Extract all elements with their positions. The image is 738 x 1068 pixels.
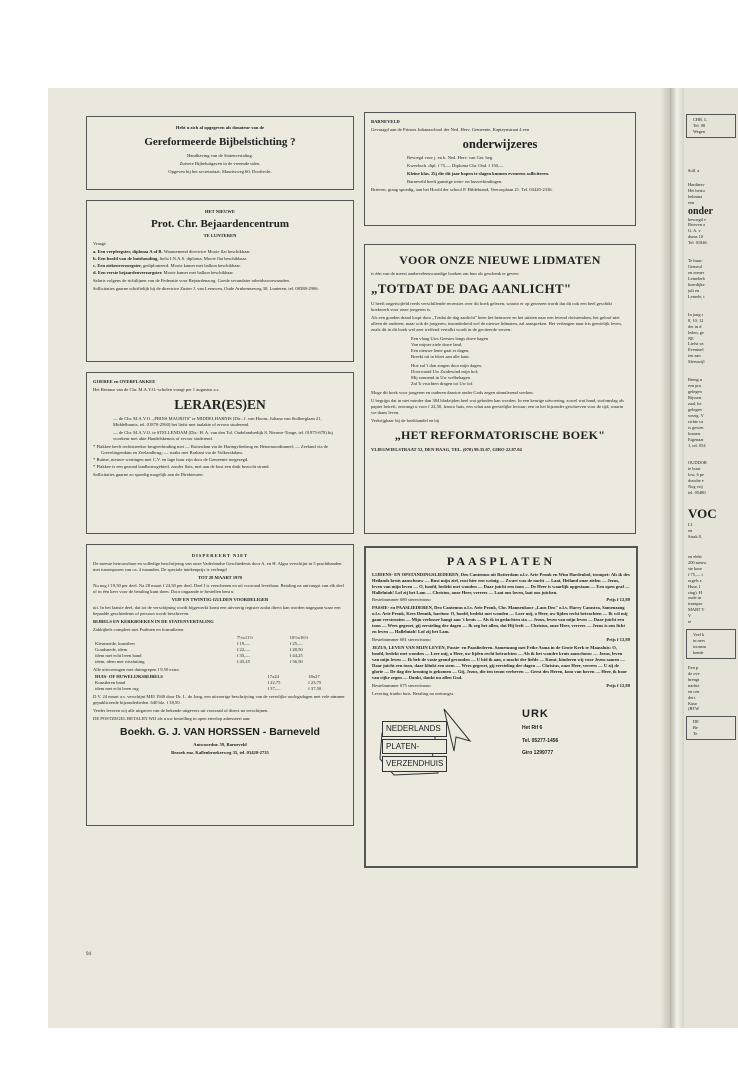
right-text-line: bevoegd v xyxy=(688,216,707,222)
ad-kicker: BARNEVELD xyxy=(371,119,400,124)
right-text-line: kende xyxy=(693,649,704,655)
shop-phone: Tel. 05277-1456 xyxy=(522,737,559,744)
vacancy-detail: gediplomeerd. Mooie kamer met balkon beschikbaar. xyxy=(141,263,241,269)
price-value: f 22,75 xyxy=(267,680,281,686)
price-item: Kleursnede, kunstleer xyxy=(95,640,136,646)
col-header: 17x24 xyxy=(267,674,279,680)
right-text-line: Sisak 8, xyxy=(688,533,702,539)
ad-goeree-overflakkee xyxy=(86,372,354,534)
ad-line: Kweeksch. dipl. f 75,— Diploma Chr. Ond. f 150,— xyxy=(407,163,504,169)
publisher-name: „HET REFORMATORISCHE BOEK" xyxy=(394,427,606,442)
price-item: Goudsnede, idem xyxy=(95,646,128,652)
right-text-line: de ove xyxy=(688,670,700,676)
right-text-line: OUDDOR xyxy=(688,460,707,466)
record-description: JEZUS, LEVEN VAN MIJN LEVEN, Passie- en Paasliederen. Samenzang met Feike Asma in de Grote Kerk te Maassluis: O, hoofd, bedekt met wonden — Leer mij, o Heer, uw lijden recht betrachten — Als ik het wondre kruis aanschouw — Jezus, leven van mijn leven — Ik heb de vaste grond gevonden — U bid ik aan, o macht der liefde — Komt, kinderen wij voor Jezus samen — Daar juicht een toon, daar klinkt een stem — Wees gegroet, gij eersteling der dagen — Christus, onze Heer, verrees — U zij de glorie — De dag der kroning is gekomen — Gij, Jezus, die ten troon verheven — Geest des Heren, kom van boven — Heer, ik hoor van rijke zegen — Dankt, dankt nu allen God. xyxy=(372,645,627,681)
logo-text: NEDERLANDS xyxy=(382,721,447,737)
ad-line: Kleine klas. Zij die dit jaar hopen te slagen kunnen eveneens solliciteren. xyxy=(407,171,550,177)
ad-title: Prot. Chr. Bejaardencentrum xyxy=(150,217,290,230)
city-name: URK xyxy=(522,708,549,720)
right-ad-12 xyxy=(684,665,738,713)
right-text-line: Veel k xyxy=(693,632,705,638)
verse-line: Een vlaag Uws Geestes langs dorre hagen xyxy=(411,336,489,342)
shop-name: Boekh. G. J. VAN HORSSEN - Barneveld xyxy=(120,726,320,739)
logo-text: PLATEN- xyxy=(382,739,447,755)
price-row xyxy=(93,659,347,665)
right-text-line: te huur xyxy=(688,466,701,472)
right-text-line: gelegen xyxy=(688,389,702,395)
right-text-line: deri. xyxy=(688,694,696,700)
price-value: f 25,— xyxy=(289,640,303,646)
right-text-line: Eigenaar xyxy=(688,436,704,442)
right-text-line: 200 nieuw xyxy=(688,559,707,565)
vacancy-role: Een hoofd van de huishouding, xyxy=(97,256,159,262)
ad-text: Verder leveren wij alle uitgaven van de bekende uitgevers uit voorraad of direct na verschijnen. xyxy=(93,708,269,714)
shop-address: Het Rif 6 xyxy=(522,725,543,732)
price-value: f 19,— xyxy=(236,640,250,646)
school-text: — de Chr. M.A.V.O. te STELLENDAM (Dir.: H. A. van den Tol, Oudelandsedijk 8, Nieuwe-Tonge, tel. 01875-678) bij voorkeur met akte Handelskennis of ervoor studerend. xyxy=(113,430,333,442)
price-item: idem met echt leren band xyxy=(95,652,142,658)
price-row xyxy=(93,686,347,692)
right-text-line: een xyxy=(688,199,695,205)
ad-bejaardencentrum xyxy=(86,200,354,362)
verse xyxy=(371,336,629,360)
right-text-line: CHR. L xyxy=(693,117,707,122)
vacancy-item xyxy=(93,263,347,269)
right-heading-voc: VOC xyxy=(688,506,717,522)
verse-line: Van mijner ziele dorre land, xyxy=(411,342,463,348)
price-value: f 37,50 xyxy=(308,686,322,692)
vacancy-item xyxy=(93,270,347,276)
ad-kicker: DISPEREERT NIET xyxy=(191,553,249,558)
vacancy-role: Een eerste bejaardenverzorgster. xyxy=(97,270,163,276)
record-number: Bestelnummer 680 stereo/mono xyxy=(372,597,431,603)
right-text-line: Brieven a xyxy=(688,222,705,228)
ad-barneveld xyxy=(364,112,636,226)
ad-text: Moge dit boek voor jongeren en ouderen daartoe onder Gods zegen stimulerend werken. xyxy=(371,390,534,396)
right-ad-6 xyxy=(684,312,738,365)
right-text-line: Lemele, t xyxy=(688,293,705,299)
right-text-line: richte ca xyxy=(688,418,703,424)
right-text-line: dums 10 xyxy=(688,234,704,240)
ad-intro: Het Bestuur van de Chr. M.A.V.O.-scholen vraagt per 1 augustus a.s. xyxy=(93,386,220,392)
ad-line: Barneveld heeft gunstige trein- en busverbindingen. xyxy=(407,179,503,185)
ad-title: PAASPLATEN xyxy=(446,554,556,568)
right-text-line: douche e xyxy=(688,478,704,484)
right-text-line: een pra xyxy=(688,383,701,389)
right-text-line: Breng u xyxy=(688,377,703,383)
ad-van-horssen xyxy=(86,544,354,826)
right-ad-2 xyxy=(684,168,738,174)
ad-text: Als een gouden draad loopt door „Totdat de dag aanlicht" heen het heimwee en het uitzien naar een levend christendom, het geloof niet alleen de ouderen, maar ook de jongeren, inzonderheid wel de nieuwe lidmaten, zal aanspreken. Het verlangen naar fris geestelijk leven, zoals dit in dit boek wel zeer treffend vertolkt wordt in de geciteerde verzen: xyxy=(371,315,622,333)
vacancy-detail: Mooie kamer met balkon beschikbaar. xyxy=(162,270,234,276)
right-text-line: V xyxy=(688,613,692,619)
right-text-line: Eventuel xyxy=(688,347,704,353)
ad-line: Bevoegd voor j. en k. Ned. Herv. van Ger. beg. xyxy=(407,155,494,161)
vacancy-detail: liefst I.N.A.S. diploma. Mooie flat beschikbaar. xyxy=(158,256,248,262)
right-text-line: 1, tel. 054 xyxy=(688,442,706,448)
benefit-item: * Flakkee is een gezond landbouwgebied, zonder flats, met aan de kust een druk bezocht strand. xyxy=(93,464,270,470)
right-text-line: Sleeuwijl xyxy=(688,359,705,365)
right-text-line: Nog vrij xyxy=(688,484,703,490)
vacancy-item xyxy=(93,249,347,255)
record-description: LIJDENS- EN OPSTANDINGSLIEDEREN, Deo Cantemus uit Rotterdam o.l.v. Arie Pronk en Wim Hardenbol, trompet: Als ik des Heilands kruis aanschouw — Rust mijn ziel, rust hier een weinig — Zwart was de nacht — Laat, Heiland onze zielen — Jezus, leven van mijn leven — O, hoofd, bedekt met wonden — Daar juicht een toon — De Heer is waarlijk opgestaan — Een open graf — Halleluiah! Lof zij het Lam — Christus, onze Heer, verrees — Laat ons loven, laat ons juichen. xyxy=(372,571,630,595)
right-text-line: Tel. 08 xyxy=(693,122,706,128)
right-ad-11 xyxy=(686,629,736,659)
ad-intro: is één van de meest aanbevelenswaardige boeken om hun als geschenk te geven: xyxy=(371,270,519,276)
ad-lidmaten xyxy=(364,244,636,534)
right-ad-5 xyxy=(684,258,738,300)
bonus-line: VIJF EN TWINTIG GULDEN VOORDELIGER xyxy=(171,596,269,602)
ad-line: Handhaving van de Statenvertaling. xyxy=(187,153,253,159)
ad-text: U heeft ongetwijfeld reeds verschillende recensies over dit boek gelezen, waarin er op gewezen wordt dat dit ook een heel geschikt boekwerk voor onze jongeren is. xyxy=(371,301,612,313)
price-value: f 22,— xyxy=(236,646,250,652)
right-text-line: boerdijke xyxy=(688,281,705,287)
ad-bijbelstichting xyxy=(86,116,354,190)
right-text-line: ring). H xyxy=(688,589,702,595)
vacancy-detail: Waarnemend directrice Mooie flat beschikbaar. xyxy=(162,249,251,255)
ad-footer: Sollicitaties gaarne zo spoedig mogelijk aan de Direkteuren. xyxy=(93,472,204,478)
price-value: f 28,50 xyxy=(289,646,303,652)
right-text-line: f 75,— t xyxy=(688,571,703,577)
col-header: 10½x16½ xyxy=(289,634,309,640)
ad-text: D.V. 24 maart a.s. verschijnt MEI 1940 door Dr. L. de Jong, een uitvoerige beschrijving van de vreselijke oorlogsdagen met vele nimmer gepubliceerde bijzonderheden. 640 blz. f 18,50. xyxy=(93,694,345,706)
right-text-line: te xyxy=(688,619,692,625)
right-text-line: juli en xyxy=(688,287,700,293)
right-text-line: helmina xyxy=(688,193,703,199)
ad-kicker: HET NIEUWE xyxy=(205,209,235,214)
price-value: f 35,— xyxy=(236,652,250,658)
shop-giro: Giro 1299777 xyxy=(522,750,554,757)
right-text-line: in nerv xyxy=(693,638,706,644)
right-text-line: orgels v xyxy=(688,577,702,583)
right-ad-13 xyxy=(686,716,736,740)
date-line: TOT 28 MAART 1970 xyxy=(198,574,242,580)
price-item: Kunstleren band xyxy=(95,680,126,686)
right-text-line: is gewen xyxy=(688,424,704,430)
right-text-line: transpor xyxy=(688,601,703,607)
ad-place: TE LUNTEREN xyxy=(203,233,237,239)
ad-kicker: GOEREE en OVERFLAKKEE xyxy=(93,379,156,384)
price-value: f 56,50 xyxy=(289,658,303,664)
ad-kicker: Hebt u zich al opgegeven als donateur van de xyxy=(175,125,265,130)
right-text-line: Wegen xyxy=(693,128,706,134)
record-price: Prijs f 12,80 xyxy=(606,637,630,643)
record-number: Bestelnummer 675 stereo/mono xyxy=(372,683,431,689)
record-description: PASSIE- en PAASLIEDEREN, Deo Cantemus o.l.v. Arie Pronk, Chr. Mannenkoor „Laus Deo" o.l.v. Harry Camstra, Samenzang o.l.v. Arie Pronk, Kees Dennik, bariton: O, hoofd, bedekt met wonden — Loer mij, o Heer, uw lijden recht betrachten — Ik wil mij gaan verstrooien — Mijn verlosser hangt aan 't kruis — Als ik in gedachten sta — Jezus, leven van mijn leven — Daar juicht een toon — Wees gegroet, gij eersteling der dagen — Ik zeg het allen, dat Hij leeft — Christus, onze Heer, verrees — Jezus is ons licht en leven — Halleluiah! Lof zij het Lam. xyxy=(372,605,628,635)
ad-footer: Brieven, graag spoedig, aan het Hoofd der school P. Hildebrand, Veerooplaan 21. Tel. 03420-2336. xyxy=(371,187,553,193)
price-value: f 44,25 xyxy=(289,652,303,658)
right-text-line: Hardinxv xyxy=(688,181,705,187)
price-item: idem, idem met ritssluiting xyxy=(95,658,145,664)
right-heading-onder: onder xyxy=(688,205,713,217)
verse-line: Mij zonnend in Uw welbehagen xyxy=(411,375,470,381)
right-text-line: Lemelerb xyxy=(688,276,705,281)
right-ad-8 xyxy=(684,460,738,496)
record-number: Bestelnummer 681 stereo/mono xyxy=(372,637,431,643)
page-number: 94 xyxy=(86,952,91,957)
right-text-line: ten aan xyxy=(688,353,701,359)
right-text-line: LI xyxy=(688,522,693,528)
shop-address: Bezoek enz. Kallenbroekerweg 35, tel. 03420-2735 xyxy=(171,749,269,755)
right-text-line: Liefst va xyxy=(688,341,704,347)
right-text-line: Huur, I xyxy=(688,583,701,589)
right-ad-9 xyxy=(684,522,738,540)
vacancy-bullet: b. xyxy=(93,256,98,262)
ad-title: LERAR(ES)EN xyxy=(174,396,266,412)
right-text-line: low, 6 pe xyxy=(688,472,704,478)
record-price: Prijs f 12,80 xyxy=(606,597,630,603)
ad-text: Verkrijgbaar bij de boekhandel en bij xyxy=(371,417,440,423)
book-title: „TOTDAT DE DAG AANLICHT" xyxy=(371,280,572,296)
right-text-line: ste kour xyxy=(688,565,703,571)
right-text-line: MART V xyxy=(688,607,705,613)
book-gutter xyxy=(670,88,684,1028)
ad-text: DE POSTZEGEL BETALEN WIJ als u uw bestelling in open envelop adresseert aan: xyxy=(93,716,251,722)
right-text-line: tel. 05480 xyxy=(688,490,706,496)
ad-footer: Salaris volgens de richtlijnen van de Federatie voor Bejaardenzorg. Goede secundaire arbeidsvoorwaarden. xyxy=(93,278,290,284)
right-text-line: G. A. v xyxy=(688,228,701,234)
right-text-line: brengt xyxy=(688,676,700,682)
vacancy-item xyxy=(93,256,347,262)
right-text-line: Rijssen. xyxy=(688,395,703,400)
publisher-address: VLIEGWIELSTRAAT 52, DEN HAAG, TEL. (070) 99.35.07, GIRO 22.87.04 xyxy=(371,447,522,453)
ad-text: uit. In het laatste deel, dat tot de verschijning wordt bijgewerkt komt een uitvoerig register zodat direct kan worden nagegaan waar een bepaalde geschiedenis of persoon wordt beschreven. xyxy=(93,604,341,616)
benefit-list xyxy=(93,444,347,470)
right-text-line: en zomer xyxy=(688,270,705,276)
right-text-line: (BTW xyxy=(688,706,700,712)
right-ad-10 xyxy=(684,554,738,625)
vacancy-bullet: c. xyxy=(93,263,98,269)
right-text-line: Te huur: xyxy=(688,258,703,264)
ad-title: VOOR ONZE NIEUWE LIDMATEN xyxy=(399,253,601,267)
right-text-line: Het bestu xyxy=(688,187,705,193)
price-value: f 37,— xyxy=(267,686,281,692)
section-heading: HUIS- OF HUWELIJKSBIJBELS xyxy=(95,674,163,680)
record-price: Prijs f 12,80 xyxy=(606,683,630,689)
right-text-line: der in d xyxy=(688,323,702,329)
right-text-line: DE xyxy=(693,719,699,725)
right-text-line: wezig. V xyxy=(688,412,704,418)
right-text-line: Tel. 01846 xyxy=(688,240,707,246)
right-text-line: en elekt xyxy=(688,553,702,559)
benefit-item: * Flakkee heeft rechtstreekse brugverbinding met — Rotterdam via de Haringvlietbrug en Heinenoordtunnel; — Zeeland via de Grevelingendam en Zeelandbrug; — straks met Brabant via de Volkerakdam. xyxy=(93,444,328,456)
price-value: f 45,25 xyxy=(236,658,250,664)
right-text-line: zaal, ke xyxy=(688,400,702,406)
right-text-line: Te xyxy=(693,731,698,737)
vacancy-role: Een ziekenverzorgster, xyxy=(97,263,142,269)
price-note: Alle uitvoeringen met duimgrepen f 9,50 extra. xyxy=(93,666,180,672)
right-text-line: toonsm xyxy=(693,644,706,649)
verse-line: Zal 'k vruchten dragen tot Uw lof. xyxy=(411,381,474,387)
price-table-2 xyxy=(93,674,347,692)
page-curl-shadow xyxy=(660,88,670,1028)
right-text-line: en xyxy=(688,528,693,533)
verse-line: Een nieuwe lente gaat er dagen, xyxy=(411,348,470,354)
logo-text: VERZENDHUIS xyxy=(382,756,447,772)
ad-footer: Sollicitaties gaarne schriftelijk bij de directrice Zuster J. van Leeuwen, Oude Arnhemseweg 30, Lunteren, tel. 08388-2906. xyxy=(93,286,319,292)
vacancy-bullet: d. xyxy=(93,270,98,276)
right-text-line: oude in xyxy=(688,595,702,601)
right-ad-7 xyxy=(684,377,738,448)
ad-title: onderwijzeres xyxy=(462,136,538,151)
right-text-line: Soll. a xyxy=(688,167,700,173)
right-text-line: Gemeul xyxy=(688,264,702,270)
ad-paasplaten xyxy=(364,546,638,868)
right-text-line: gelegen xyxy=(688,406,702,412)
right-ad-3 xyxy=(684,182,738,206)
right-text-line: leden, ge xyxy=(688,329,704,335)
right-text-line: en cen xyxy=(688,688,700,694)
right-text-line: Kuur xyxy=(688,700,698,706)
right-page xyxy=(684,88,738,1028)
delivery-note: Levering franko huis. Betaling na ontvangst. xyxy=(372,691,455,697)
ad-line: Zuivere Bijbeluitgaven in de vreemde talen. xyxy=(179,161,261,167)
section-heading: BIJBELS EN KERKBOEKEN IN DE STATENVERTALING xyxy=(93,618,214,624)
right-text-line: NE xyxy=(688,335,694,341)
ad-vraagt: Vraagt: xyxy=(93,241,107,247)
price-value: f 23,75 xyxy=(308,680,322,686)
right-text-line: komen. xyxy=(688,430,702,436)
right-text-line: Be xyxy=(693,725,698,731)
school-text: — de Chr. M.A.V.O. „PRINS MAURITS" te MIDDELHARNIS (Dir.: J. van Hoorn, Juliana van Stolberglaan 21, Middelharnis, tel. 01870-2560) het liefst met taalakte of ervoor studerend. xyxy=(113,416,322,428)
ad-text: U begrijpt dat in niet minder dan 384 bladzijden heel wat geboden kan worden. In een keurige uitvoering, zowel wat band, stofomslag als papier betreft, ontvangt u voor f 22,50, franco huis, een schat aan geestelijke lectuur; een in het bijzonder geschreven voor de tijd, waarin we thans leven. xyxy=(371,398,624,415)
verse xyxy=(371,363,629,387)
right-text-line: nachte xyxy=(688,682,700,688)
right-ad-4 xyxy=(684,217,738,247)
ad-text: Nu nog f 19,50 per deel. Na 28 maart f 24,50 per deel. Deel I is verschenen en uit voorraad leverbaar. Betaling na ontvangst van elk deel of in één keer voor de betaling kunt doen. Door ongaande te bestellen bent u xyxy=(93,582,344,594)
ad-intro: De meeste betrouwbare en volledige beschrijving van onze Vaderlandse Geschiedenis door A. en H. Algra verschijnt in 5 prachtbanden met tussenpozen van ca. 4 maanden. De speciale intekenprijs is verlengd xyxy=(93,560,342,572)
price-table xyxy=(93,635,347,665)
right-text-line: In jong r xyxy=(688,311,704,317)
verse-line: Breekt uit in bloei aan alle kant. xyxy=(411,354,470,360)
ad-line: Opgeven bij het secretariaat, Mauritsweg 60, Dordrecht. xyxy=(168,169,272,175)
right-text-line: Een p xyxy=(688,664,699,670)
section-subheading: Zakbijbels compleet met Psalmen en formulieren xyxy=(93,626,184,632)
col-header: 7½x11½ xyxy=(236,634,253,640)
shop-address: Antwoordnr. 59, Barneveld xyxy=(193,741,247,747)
verse-line: Doorwaaid Uw Zuidewind mijn hof; xyxy=(411,369,479,375)
benefit-item: * Ruime, nieuwe woningen met C.V. en lage huur zijn door de Gemeente toegezegd. xyxy=(93,457,249,463)
ad-title: Gereformeerde Bijbelstichting ? xyxy=(144,135,296,148)
vacancy-bullet: a. xyxy=(93,249,98,255)
vacancy-role: Een verpleegster, diploma A of B. xyxy=(97,249,163,255)
ad-intro: Gevraagd aan de Prinses Julianaschool der Ned. Herv. Gemeente, Kapteynstraat 4 een xyxy=(371,126,530,132)
right-ad-1 xyxy=(686,114,736,138)
right-text-line: 8, 10, 12 xyxy=(688,317,704,323)
col-header: 18x27 xyxy=(308,674,320,680)
price-item: idem met echt leren rug xyxy=(95,686,139,692)
vacancy-list xyxy=(93,249,347,276)
verse-line: Hoe zal 't dan zingen door mijn dagen, xyxy=(411,363,482,369)
